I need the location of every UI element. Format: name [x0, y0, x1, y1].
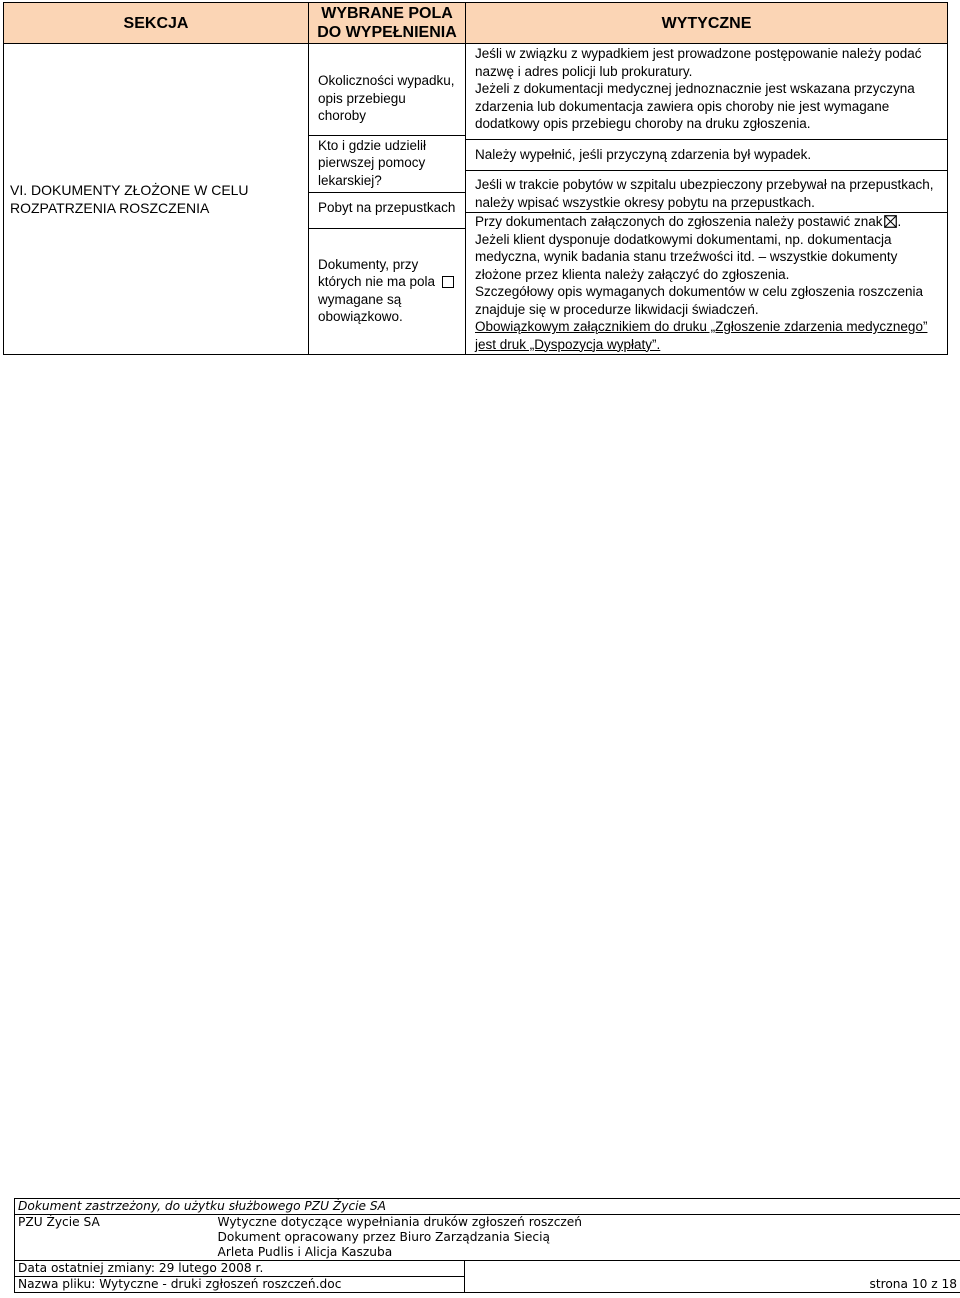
field-documents	[318, 256, 457, 326]
guideline-mark-dot: .	[897, 214, 902, 229]
footer-last-change: Data ostatniej zmiany: 29 lutego 2008 r.	[15, 1261, 465, 1277]
guideline-accident: Należy wypełnić, jeśli przyczyną zdarzenia był wypadek.	[475, 146, 812, 162]
field-documents-text-b: wymagane są obowiązkowo.	[318, 291, 403, 324]
footer-page: strona 10 z 18	[465, 1261, 960, 1293]
guidelines-cell	[466, 44, 948, 355]
checked-box-icon	[884, 215, 897, 228]
empty-checkbox-icon	[442, 276, 454, 288]
guidelines-table	[3, 2, 948, 355]
header-fields: WYBRANE POLA DO WYPEŁNIENIA	[309, 3, 466, 44]
guideline-additional-docs: Jeżeli klient dysponuje dodatkowymi dokumentami, np. dokumentacja medyczna, wynik badania stanu trzeźwości itd. – wszystkie dokumenty złożone przez klienta należy załączyć do zgłoszenia.	[475, 231, 898, 282]
guideline-police: Jeśli w związku z wypadkiem jest prowadzone postępowanie należy podać nazwę i adres policji lub prokuratury.	[475, 46, 922, 79]
guideline-medical-docs: Jeżeli z dokumentacji medycznej jednoznacznie jest wskazana przyczyna zdarzenia lub dokumentacja zawiera opis choroby nie jest wymagane dodatkowy opis przebiegu choroby na druku zgłoszenia.	[475, 81, 915, 131]
field-documents-text-a: Dokumenty, przy których nie ma pola	[318, 256, 436, 289]
footer-title: Wytyczne dotyczące wypełniania druków zgłoszeń roszczeń	[215, 1215, 960, 1231]
header-guidelines: WYTYCZNE	[466, 3, 948, 44]
header-section: SEKCJA	[4, 3, 309, 44]
field-accident-circumstances: Okoliczności wypadku, opis przebiegu choroby	[318, 73, 455, 123]
section-label: VI. DOKUMENTY ZŁOŻONE W CELU ROZPATRZENIA ROSZCZENIA	[4, 44, 309, 355]
footer-company: PZU Życie SA	[15, 1215, 215, 1231]
field-passes: Pobyt na przepustkach	[318, 200, 456, 215]
footer-filename: Nazwa pliku: Wytyczne - druki zgłoszeń roszczeń.doc	[15, 1277, 465, 1293]
guideline-procedure: Szczegółowy opis wymaganych dokumentów w celu zgłoszenia roszczenia znajduje się w procedurze likwidacji świadczeń.	[475, 284, 923, 317]
guideline-mark	[475, 213, 939, 231]
fields-cell	[309, 44, 466, 355]
guideline-passes: Jeśli w trakcie pobytów w szpitalu ubezpieczony przebywał na przepustkach, należy wpisać wszystkie okresy pobytu na przepustkach.	[475, 177, 934, 210]
guideline-mandatory-attachment: Obowiązkowym załącznikiem do druku „Zgłoszenie zdarzenia medycznego” jest druk „Dyspozycja wypłaty”.	[475, 319, 928, 352]
footer-prepared-by: Dokument opracowany przez Biuro Zarządzania Siecią	[215, 1230, 960, 1245]
field-first-aid: Kto i gdzie udzielił pierwszej pomocy lekarskiej?	[318, 137, 427, 188]
guideline-mark-text: Przy dokumentach załączonych do zgłoszenia należy postawić znak	[475, 214, 883, 229]
page-footer	[14, 1198, 960, 1293]
footer-authors: Arleta Pudlis i Alicja Kaszuba	[215, 1245, 960, 1261]
footer-restricted: Dokument zastrzeżony, do użytku służbowego PZU Życie SA	[15, 1199, 960, 1215]
